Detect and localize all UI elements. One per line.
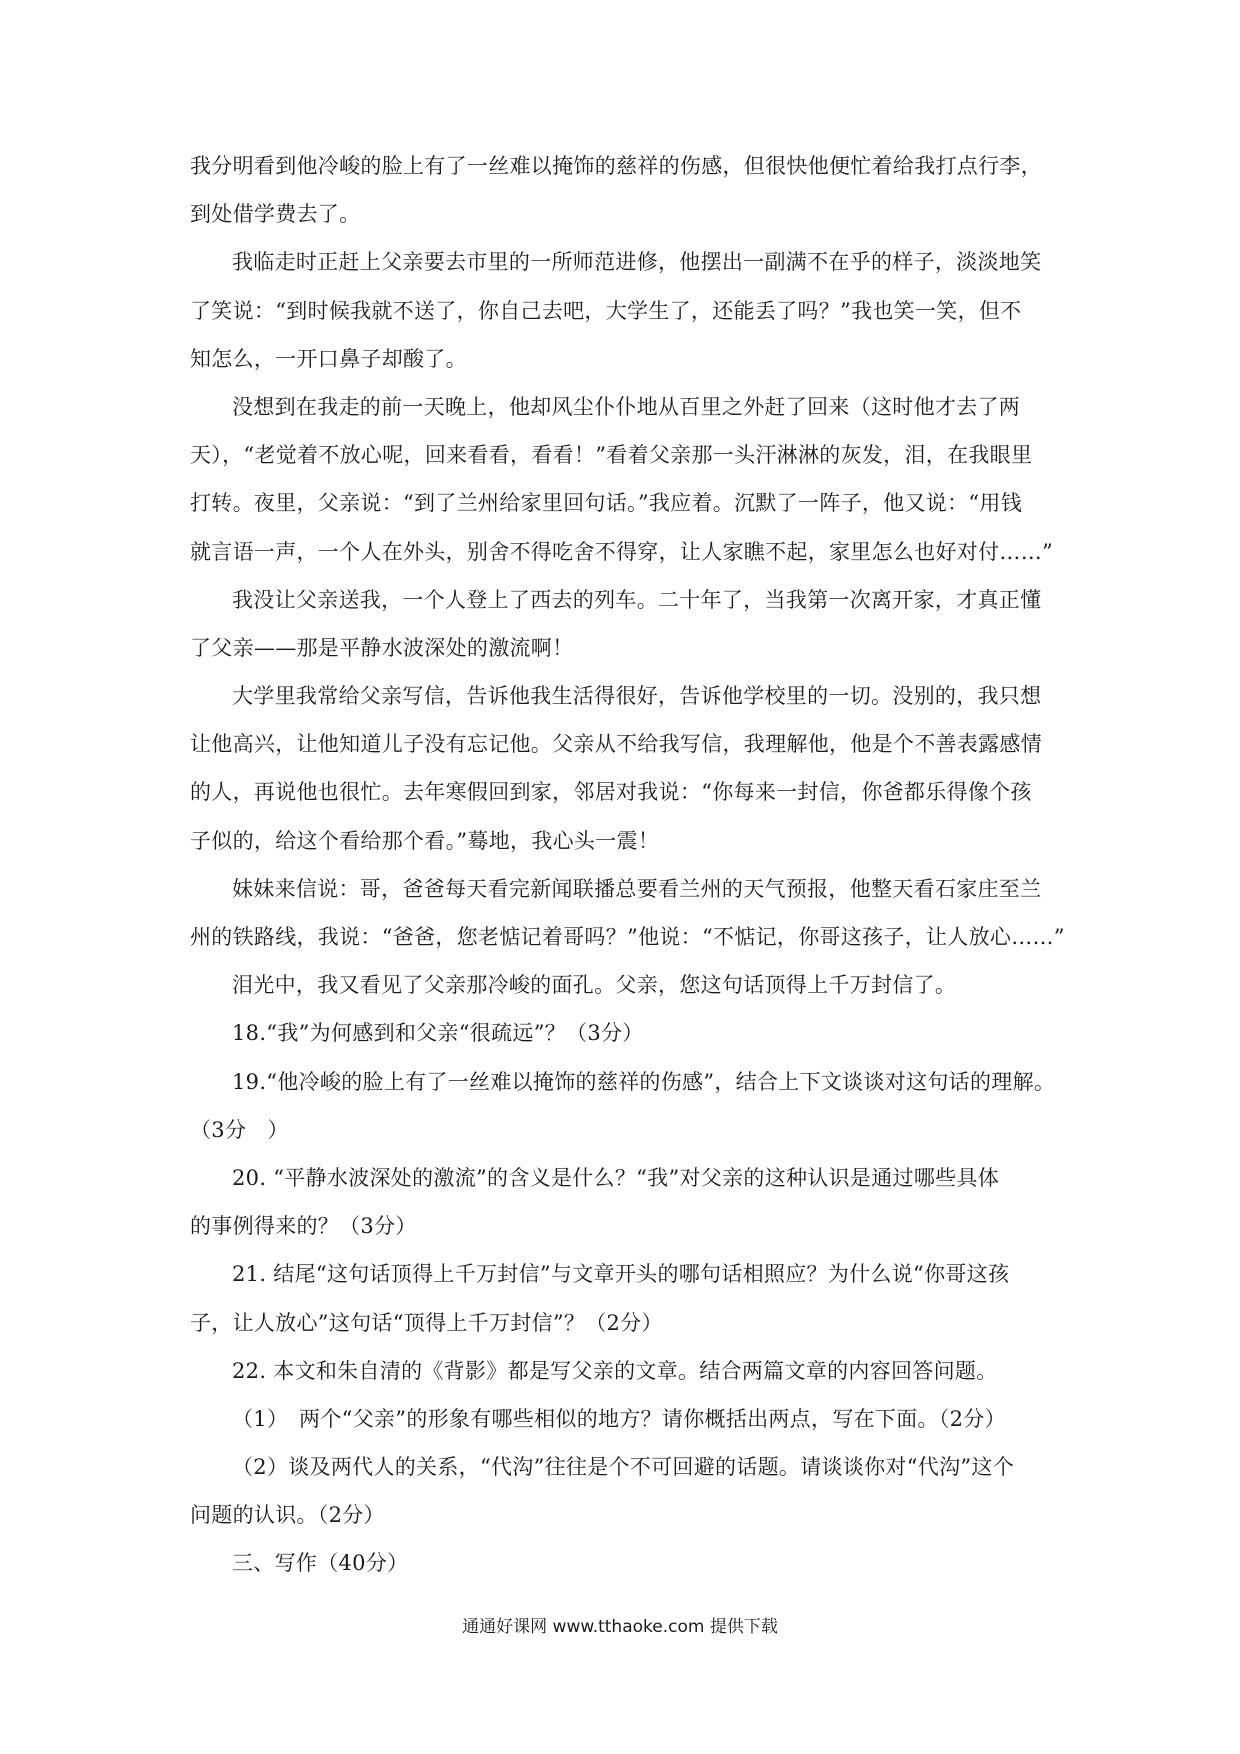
text-line: 泪光中，我又看见了父亲那冷峻的面孔。父亲，您这句话顶得上千万封信了。 xyxy=(232,973,957,998)
text-line: 我临走时正赶上父亲要去市里的一所师范进修，他摆出一副满不在乎的样子，淡淡地笑 xyxy=(232,250,1042,275)
question-22-part-2: （2）谈及两代人的关系，“代沟”往往是个不可回避的话题。请谈谈你对“代沟”这个 xyxy=(232,1455,1015,1480)
question-21-continued: 子，让人放心”这句话“顶得上千万封信”？（2分） xyxy=(190,1310,663,1335)
question-22-part-2-continued: 问题的认识。（2分） xyxy=(190,1503,385,1528)
question-18: 18.“我”为何感到和父亲“很疏远”？（3分） xyxy=(232,1021,644,1046)
text-line: 大学里我常给父亲写信，告诉他我生活得很好，告诉他学校里的一切。没别的，我只想 xyxy=(232,684,1042,709)
text-line: 州的铁路线，我说：“爸爸，您老惦记着哥吗？”他说：“不惦记，你哥这孩子，让人放心……” xyxy=(190,925,1065,949)
section-heading-writing: 三、写作（40分） xyxy=(232,1551,409,1576)
text-line: 我没让父亲送我，一个人登上了西去的列车。二十年了，当我第一次离开家，才真正懂 xyxy=(232,587,1042,612)
question-20: 20. “平静水波深处的激流”的含义是什么？“我”对父亲的这种认识是通过哪些具体 xyxy=(232,1165,1000,1190)
text-line: 了笑说：“到时候我就不送了，你自己去吧，大学生了，还能丢了吗？”我也笑一笑，但不 xyxy=(190,298,1022,323)
text-line: 到处借学费去了。 xyxy=(190,202,361,227)
question-19: 19.“他冷峻的脸上有了一丝难以掩饰的慈祥的伤感”，结合上下文谈谈对这句话的理解。 xyxy=(232,1069,1056,1094)
text-line: 让他高兴，让他知道儿子没有忘记他。父亲从不给我写信，我理解他，他是个不善表露感情 xyxy=(190,732,1042,757)
question-19-points: （3分 ） xyxy=(190,1117,289,1142)
text-line: 天），“老觉着不放心呢，回来看看，看看！”看着父亲那一头汗淋淋的灰发，泪，在我眼里 xyxy=(190,443,1033,468)
document-body xyxy=(190,142,1065,1588)
text-line: 子似的，给这个看给那个看。”蓦地，我心头一震！ xyxy=(190,828,660,853)
text-line: 了父亲——那是平静水波深处的激流啊！ xyxy=(190,635,574,660)
text-line: 就言语一声，一个人在外头，别舍不得吃舍不得穿，让人家瞧不起，家里怎么也好对付……” xyxy=(190,539,1054,564)
question-21: 21. 结尾“这句话顶得上千万封信”与文章开头的哪句话相照应？为什么说“你哥这孩 xyxy=(232,1262,1010,1287)
page-footer: 通通好课网 www.tthaoke.com 提供下载 xyxy=(462,1617,778,1637)
question-22-part-1: （1） 两个“父亲”的形象有哪些相似的地方？请你概括出两点，写在下面。（2分） xyxy=(232,1406,1006,1431)
question-20-continued: 的事例得来的？（3分） xyxy=(190,1214,417,1239)
text-line: 的人，再说他也很忙。去年寒假回到家，邻居对我说：“你每来一封信，你爸都乐得像个孩 xyxy=(190,780,1032,805)
question-22: 22. 本文和朱自清的《背影》都是写父亲的文章。结合两篇文章的内容回答问题。 xyxy=(232,1358,998,1383)
text-line: 我分明看到他冷峻的脸上有了一丝难以掩饰的慈祥的伤感，但很快他便忙着给我打点行李， xyxy=(190,154,1042,178)
text-line: 打转。夜里，父亲说：“到了兰州给家里回句话。”我应着。沉默了一阵子，他又说：“用钱 xyxy=(190,491,1023,516)
text-line: 没想到在我走的前一天晚上，他却风尘仆仆地从百里之外赶了回来（这时他才去了两 xyxy=(232,394,1021,419)
text-line: 知怎么，一开口鼻子却酸了。 xyxy=(190,346,467,371)
text-line: 妹妹来信说：哥，爸爸每天看完新闻联播总要看兰州的天气预报，他整天看石家庄至兰 xyxy=(232,876,1042,901)
